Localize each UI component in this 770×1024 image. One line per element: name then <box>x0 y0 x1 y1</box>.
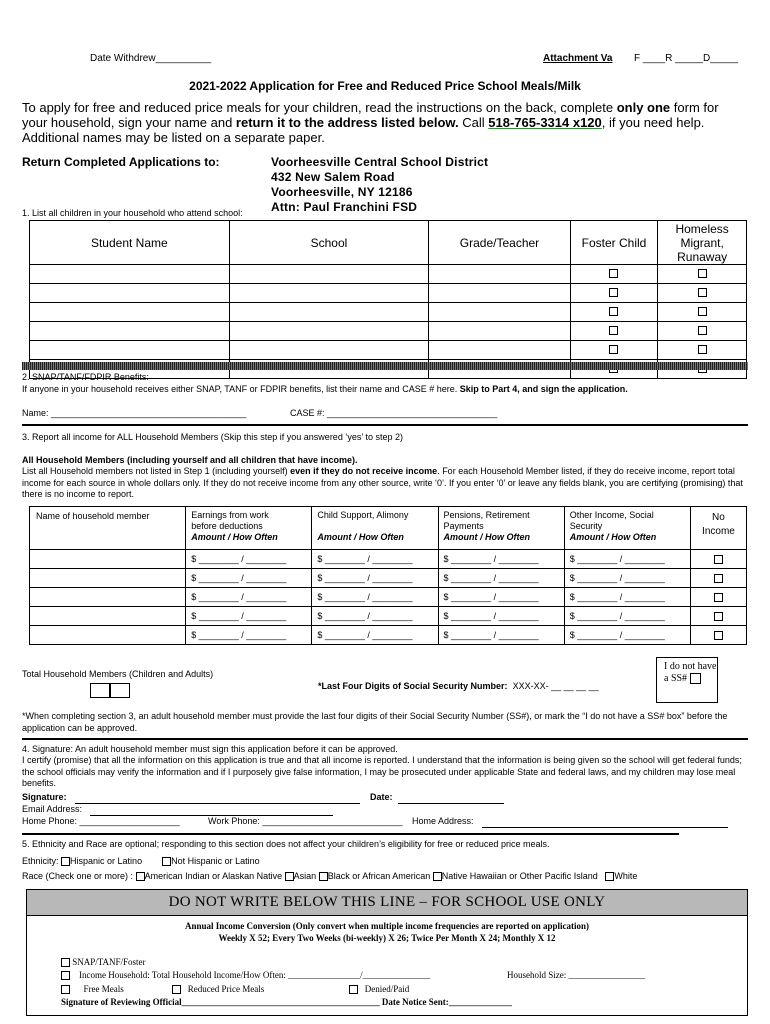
no-ssn-box: I do not have a SS# <box>656 657 718 703</box>
date-withdrew: Date Withdrew__________ <box>90 53 212 64</box>
foster-checkbox[interactable] <box>609 269 618 278</box>
pensions-field[interactable]: $ ________ / ________ <box>438 569 564 588</box>
section-divider <box>22 362 748 370</box>
free-meals-option: Free Meals <box>61 984 124 994</box>
help-phone-link[interactable]: 518-765-3314 x120 <box>488 115 602 130</box>
col-no-income: No Income <box>690 507 746 550</box>
grade-field[interactable] <box>429 322 570 341</box>
signature-label: Signature: <box>22 792 67 802</box>
work-phone-field[interactable]: Work Phone: ____________________________ <box>208 816 403 826</box>
divider <box>22 424 748 426</box>
conversion-title: Annual Income Conversion (Only convert when multiple income frequencies are reported on application) <box>185 921 589 931</box>
return-label: Return Completed Applications to: <box>22 155 220 169</box>
school-field[interactable] <box>229 265 429 284</box>
income-household-checkbox[interactable] <box>61 971 70 980</box>
child-row <box>30 303 747 322</box>
grade-field[interactable] <box>429 284 570 303</box>
free-meals-checkbox[interactable] <box>61 985 70 994</box>
earnings-field[interactable]: $ ________ / ________ <box>186 569 312 588</box>
other-income-field[interactable]: $ ________ / ________ <box>564 626 690 645</box>
children-table <box>29 220 747 379</box>
member-name-field[interactable] <box>30 569 186 588</box>
snap-foster-checkbox[interactable] <box>61 958 70 967</box>
col-school: School <box>229 221 429 265</box>
student-name-field[interactable] <box>30 322 230 341</box>
income-row <box>30 550 747 569</box>
col-earnings: Earnings from work before deductions Amount / How Often <box>186 507 312 550</box>
race-asian-checkbox[interactable] <box>285 872 294 881</box>
foster-checkbox[interactable] <box>609 307 618 316</box>
step4-certification: I certify (promise) that all the information on this application is true and that all income is reported. I understand that the information is being given so the school will get federal funds; the school officials may verify the information and if I purposely give false information, I may be prosecuted under applicable State and federal laws, and my children may lose meal benefits. <box>22 755 742 788</box>
member-name-field[interactable] <box>30 626 186 645</box>
grade-field[interactable] <box>429 341 570 360</box>
homeless-checkbox[interactable] <box>698 345 707 354</box>
denied-checkbox[interactable] <box>349 985 358 994</box>
attachment-label: Attachment Va <box>543 53 613 64</box>
col-member-name: Name of household member <box>30 507 186 550</box>
child-support-field[interactable]: $ ________ / ________ <box>312 588 438 607</box>
child-row <box>30 284 747 303</box>
member-name-field[interactable] <box>30 550 186 569</box>
col-pensions: Pensions, Retirement Payments Amount / How Often <box>438 507 564 550</box>
other-income-field[interactable]: $ ________ / ________ <box>564 607 690 626</box>
income-household-option: Income Household: Total Household Income/How Often: ________________/_______________ <box>61 970 430 980</box>
col-foster-child: Foster Child <box>570 221 658 265</box>
other-income-field[interactable]: $ ________ / ________ <box>564 550 690 569</box>
col-homeless: Homeless Migrant, Runaway <box>658 221 747 265</box>
ssn-field[interactable]: *Last Four Digits of Social Security Number: XXX-XX- __ __ __ __ <box>318 681 599 691</box>
no-income-checkbox[interactable] <box>714 574 723 583</box>
race-black-checkbox[interactable] <box>319 872 328 881</box>
child-support-field[interactable]: $ ________ / ________ <box>312 607 438 626</box>
pensions-field[interactable]: $ ________ / ________ <box>438 607 564 626</box>
earnings-field[interactable]: $ ________ / ________ <box>186 588 312 607</box>
foster-checkbox[interactable] <box>609 345 618 354</box>
step3-title: 3. Report all income for ALL Household Members (Skip this step if you answered ‘yes’ to step 2) <box>22 432 404 442</box>
homeless-checkbox[interactable] <box>698 326 707 335</box>
child-row <box>30 341 747 360</box>
intro-paragraph: To apply for free and reduced price meals for your children, read the instructions on the back, complete only one form for your household, sign your name and return it to the address listed below. Call 518-765-3314 x120, if you need help. Additional names may be listed on a separate paper. <box>22 100 719 145</box>
date-label: Date: <box>370 792 393 802</box>
member-name-field[interactable] <box>30 607 186 626</box>
homeless-checkbox[interactable] <box>698 288 707 297</box>
earnings-field[interactable]: $ ________ / ________ <box>186 626 312 645</box>
student-name-field[interactable] <box>30 303 230 322</box>
no-income-checkbox[interactable] <box>714 631 723 640</box>
school-field[interactable] <box>229 284 429 303</box>
pensions-field[interactable]: $ ________ / ________ <box>438 626 564 645</box>
reviewer-signature-row: Signature of Reviewing Official____________________________________________ Date Notice Sent:______________ <box>61 997 512 1007</box>
home-phone-field[interactable]: Home Phone: ____________________ <box>22 816 180 826</box>
total-members-label: Total Household Members (Children and Adults) <box>22 669 214 679</box>
race-white-checkbox[interactable] <box>605 872 614 881</box>
school-field[interactable] <box>229 341 429 360</box>
step3-bold-line: All Household Members (including yourself and all children that have income). <box>22 455 358 465</box>
hispanic-checkbox[interactable] <box>61 857 70 866</box>
foster-checkbox[interactable] <box>609 326 618 335</box>
step5-title: 5. Ethnicity and Race are optional; responding to this section does not affect your children’s eligibility for free or reduced price meals. <box>22 839 550 849</box>
school-field[interactable] <box>229 322 429 341</box>
col-student-name: Student Name <box>30 221 230 265</box>
status-codes: F ____R _____D_____ <box>634 53 738 64</box>
homeless-checkbox[interactable] <box>698 269 707 278</box>
snap-foster-option: SNAP/TANF/Foster <box>61 957 146 967</box>
signature-line[interactable] <box>75 803 360 804</box>
divider <box>22 738 748 740</box>
form-title: 2021-2022 Application for Free and Reduced Price School Meals/Milk <box>189 79 581 93</box>
student-name-field[interactable] <box>30 284 230 303</box>
race-row: Race (Check one or more) : American Indian or Alaskan Native Asian Black or African American Native Hawaiian or Other Pacific Island White <box>22 871 638 881</box>
income-table <box>29 506 747 645</box>
reduced-meals-option: Reduced Price Meals <box>172 984 264 994</box>
col-other-income: Other Income, Social Security Amount / How Often <box>564 507 690 550</box>
child-support-field[interactable]: $ ________ / ________ <box>312 569 438 588</box>
school-use-banner: DO NOT WRITE BELOW THIS LINE – FOR SCHOOL USE ONLY <box>27 890 747 916</box>
home-address-label: Home Address: <box>412 816 474 826</box>
date-line[interactable] <box>398 803 504 804</box>
no-income-checkbox[interactable] <box>714 555 723 564</box>
member-name-field[interactable] <box>30 588 186 607</box>
divider <box>22 833 679 835</box>
total-members-box-1[interactable] <box>90 683 110 698</box>
step3-instructions: List all Household members not listed in Step 1 (including yourself) even if they do not receive income. For each Household Member listed, if they do receive income, report total income for each source in whole dollars only. If they do not receive income from any other source, write ‘0’. If you enter ‘0’ or leave any fields blank, you are certifying (promising) that there is no income to report. <box>22 466 743 499</box>
ssn-footnote: *When completing section 3, an adult household member must provide the last four digits of their Social Security Number (SS#), or mark the “I do not have a SS# box” before the application can be approved. <box>22 711 728 733</box>
student-name-field[interactable] <box>30 341 230 360</box>
income-row <box>30 607 747 626</box>
no-income-checkbox[interactable] <box>714 612 723 621</box>
no-income-checkbox[interactable] <box>714 593 723 602</box>
child-support-field[interactable]: $ ________ / ________ <box>312 550 438 569</box>
col-child-support: Child Support, Alimony Amount / How Often <box>312 507 438 550</box>
earnings-field[interactable]: $ ________ / ________ <box>186 550 312 569</box>
child-support-field[interactable]: $ ________ / ________ <box>312 626 438 645</box>
no-ssn-checkbox[interactable] <box>690 673 701 684</box>
step4-title: 4. Signature: An adult household member must sign this application before it can be approved. <box>22 744 398 754</box>
other-income-field[interactable]: $ ________ / ________ <box>564 588 690 607</box>
not-hispanic-checkbox[interactable] <box>162 857 171 866</box>
race-pacific-islander-checkbox[interactable] <box>433 872 442 881</box>
homeless-checkbox[interactable] <box>698 307 707 316</box>
return-address: Voorheesville Central School District 432 New Salem Road Voorheesville, NY 12186 Attn: Paul Franchini FSD <box>271 155 489 214</box>
school-field[interactable] <box>229 303 429 322</box>
grade-field[interactable] <box>429 303 570 322</box>
ethnicity-row: Ethnicity: Hispanic or Latino Not Hispanic or Latino <box>22 856 260 866</box>
step2-text: If anyone in your household receives either SNAP, TANF or FDPIR benefits, list their name and CASE # here. Skip to Part 4, and sign the application. <box>22 384 628 394</box>
other-income-field[interactable]: $ ________ / ________ <box>564 569 690 588</box>
child-row <box>30 322 747 341</box>
foster-checkbox[interactable] <box>609 288 618 297</box>
total-members-box-2[interactable] <box>110 683 130 698</box>
student-name-field[interactable] <box>30 265 230 284</box>
conversion-rates: Weekly X 52; Every Two Weeks (bi-weekly) X 26; Twice Per Month X 24; Monthly X 12 <box>218 933 556 943</box>
reviewer-signature-line[interactable]: ____________________________________________ <box>181 997 380 1007</box>
step2-title: 2. SNAP/TANF/FDPIR Benefits: <box>22 372 149 382</box>
pensions-field[interactable]: $ ________ / ________ <box>438 588 564 607</box>
pensions-field[interactable]: $ ________ / ________ <box>438 550 564 569</box>
date-sent-line[interactable]: ______________ <box>448 997 512 1007</box>
grade-field[interactable] <box>429 265 570 284</box>
denied-option: Denied/Paid <box>349 984 409 994</box>
email-label: Email Address: <box>22 804 83 814</box>
income-row <box>30 569 747 588</box>
snap-case-field[interactable]: CASE #: __________________________________ <box>290 408 498 418</box>
col-grade-teacher: Grade/Teacher <box>429 221 570 265</box>
home-address-line[interactable] <box>482 827 728 828</box>
household-size-field[interactable]: Household Size: _________________ <box>507 970 645 980</box>
income-row <box>30 588 747 607</box>
reduced-meals-checkbox[interactable] <box>172 985 181 994</box>
step1-label: 1. List all children in your household who attend school: <box>22 208 243 218</box>
income-row <box>30 626 747 645</box>
school-use-box <box>26 889 748 1016</box>
race-american-indian-checkbox[interactable] <box>136 872 145 881</box>
snap-name-field[interactable]: Name: _______________________________________ <box>22 408 247 418</box>
child-row <box>30 265 747 284</box>
earnings-field[interactable]: $ ________ / ________ <box>186 607 312 626</box>
